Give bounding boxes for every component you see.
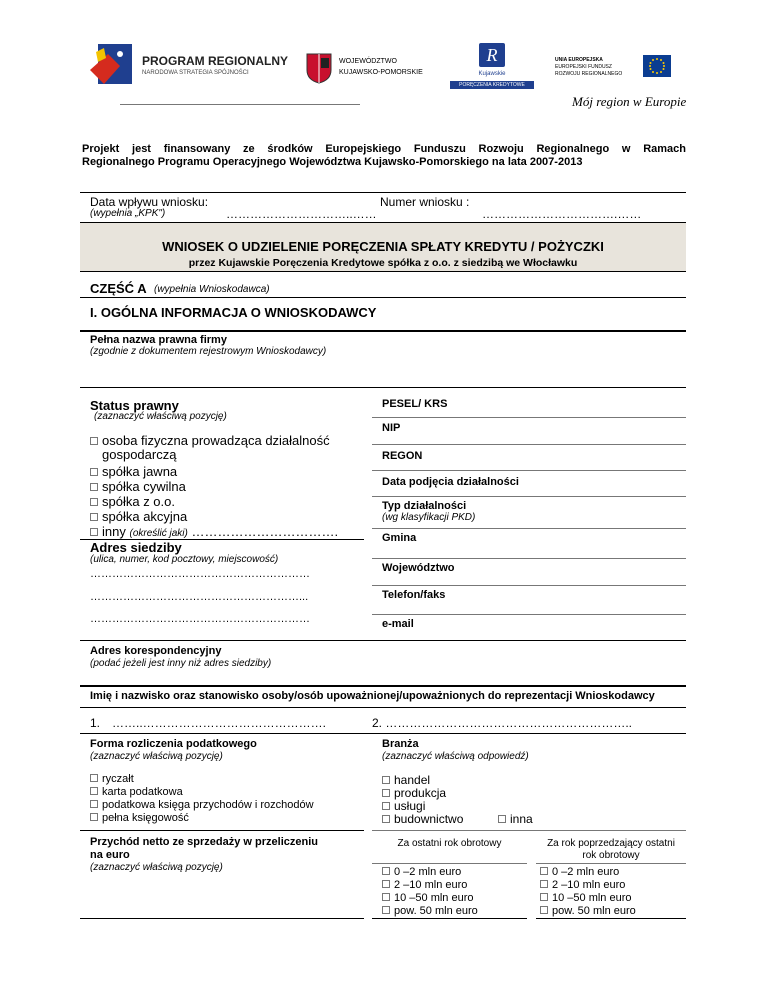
status-option-civil-partnership[interactable]: spółka cywilna bbox=[90, 479, 186, 494]
status-option-llc[interactable]: spółka z o.o. bbox=[90, 494, 175, 509]
tax-form-label: Forma rozliczenia podatkowego bbox=[90, 738, 257, 750]
eu-line1: UNIA EUROPEJSKA bbox=[555, 57, 603, 63]
pesel-krs-label: PESEL/ KRS bbox=[382, 398, 448, 410]
revenue-left-bottom-rule bbox=[80, 918, 364, 919]
checkbox[interactable] bbox=[540, 867, 548, 875]
application-number-field[interactable]: …………………………….…… bbox=[482, 207, 642, 221]
revenue-col2-bottom-rule bbox=[536, 918, 686, 919]
correspondence-label: Adres korespondencyjny bbox=[90, 645, 222, 657]
revenue-prev-year-10-50[interactable]: 10 –50 mln euro bbox=[540, 892, 632, 904]
regon-label: REGON bbox=[382, 450, 423, 462]
checkbox[interactable] bbox=[382, 802, 390, 810]
representatives-rule bbox=[80, 707, 686, 708]
wojewodztwo-rule bbox=[372, 585, 686, 586]
checkbox[interactable] bbox=[382, 815, 390, 823]
program-title: PROGRAM REGIONALNY bbox=[142, 54, 289, 68]
regon-rule bbox=[372, 470, 686, 471]
revenue-last-year-2-10[interactable]: 2 –10 mln euro bbox=[382, 879, 467, 891]
title-banner bbox=[80, 222, 686, 272]
logo-eu bbox=[555, 55, 680, 87]
revenue-last-year-over-50[interactable]: pow. 50 mln euro bbox=[382, 905, 478, 917]
checkbox[interactable] bbox=[90, 468, 98, 476]
form-subtitle: przez Kujawskie Poręczenia Kredytowe spółka z o.o. z siedzibą we Włocławku bbox=[188, 257, 578, 269]
address-line2-field[interactable]: …………………………………………………... bbox=[90, 591, 309, 603]
representative-1-number: 1. bbox=[90, 716, 101, 730]
checkbox[interactable] bbox=[382, 867, 390, 875]
email-label: e-mail bbox=[382, 618, 414, 630]
phone-fax-label: Telefon/faks bbox=[382, 589, 446, 601]
eu-line2: EUROPEJSKI FUNDUSZ bbox=[555, 64, 612, 70]
revenue-col1-header-rule bbox=[372, 863, 527, 864]
intake-top-rule bbox=[80, 192, 686, 193]
funding-note-line1: Projekt jest finansowany ze środków Europejskiego Funduszu Rozwoju Regionalnego w Ramach bbox=[82, 143, 686, 155]
status-option-other[interactable]: inny (określić jaki) ……………………………. bbox=[90, 524, 338, 539]
representative-2-field[interactable]: 2. …………………………………………………….. bbox=[372, 716, 633, 730]
tax-option-tax-card[interactable]: karta podatkowa bbox=[90, 786, 183, 798]
eu-line3: ROZWOJU REGIONALNEGO bbox=[555, 71, 623, 77]
slogan: Mój region w Europie bbox=[572, 94, 687, 109]
revenue-prev-year-over-50[interactable]: pow. 50 mln euro bbox=[540, 905, 636, 917]
address-label: Adres siedziby bbox=[90, 540, 182, 555]
company-name-label: Pełna nazwa prawna firmy bbox=[90, 334, 227, 346]
checkbox[interactable] bbox=[382, 776, 390, 784]
revenue-note: (zaznaczyć właściwą pozycję) bbox=[90, 862, 223, 873]
checkbox[interactable] bbox=[90, 800, 98, 808]
pesel-rule bbox=[372, 417, 686, 418]
checkbox[interactable] bbox=[90, 498, 98, 506]
tax-option-revenue-book[interactable]: podatkowa księga przychodów i rozchodów bbox=[90, 799, 314, 811]
nip-label: NIP bbox=[382, 422, 401, 434]
revenue-col2-header-rule bbox=[536, 863, 686, 864]
start-date-rule bbox=[372, 496, 686, 497]
part-a-rule bbox=[80, 297, 686, 298]
logo-wojewodztwo bbox=[305, 52, 445, 88]
part-a-label: CZĘŚĆ A bbox=[90, 281, 147, 296]
revenue-col2-header: Za rok poprzedzający ostatni rok obrotowy bbox=[547, 838, 675, 861]
revenue-prev-year-0-2[interactable]: 0 –2 mln euro bbox=[540, 866, 619, 878]
industry-option-construction[interactable]: budownictwo bbox=[382, 812, 463, 826]
kpk-logo-text: Kujawskie bbox=[478, 71, 506, 77]
correspondence-note: (podać jeżeli jest inny niż adres siedziby) bbox=[90, 658, 272, 669]
company-name-rule bbox=[80, 387, 686, 388]
checkbox[interactable] bbox=[90, 774, 98, 782]
activity-type-note: (wg klasyfikacji PKD) bbox=[382, 512, 476, 523]
program-subtitle: NARODOWA STRATEGIA SPÓJNOŚCI bbox=[142, 70, 249, 76]
other-status-field[interactable]: ……………………………. bbox=[191, 524, 339, 539]
voivodeship-line2: KUJAWSKO-POMORSKIE bbox=[339, 69, 423, 76]
checkbox[interactable] bbox=[90, 437, 98, 445]
status-option-joint-stock[interactable]: spółka akcyjna bbox=[90, 509, 187, 524]
wojewodztwo-label: Województwo bbox=[382, 562, 455, 574]
checkbox[interactable] bbox=[540, 893, 548, 901]
industry-note: (zaznaczyć właściwą odpowiedź) bbox=[382, 751, 529, 762]
checkbox[interactable] bbox=[90, 483, 98, 491]
voivodeship-shield-icon bbox=[305, 52, 333, 84]
representatives-bottom-rule bbox=[80, 733, 686, 734]
revenue-last-year-10-50[interactable]: 10 –50 mln euro bbox=[382, 892, 474, 904]
checkbox[interactable] bbox=[382, 789, 390, 797]
tax-form-note: (zaznaczyć właściwą pozycję) bbox=[90, 751, 223, 762]
checkbox[interactable] bbox=[90, 513, 98, 521]
address-line1-field[interactable]: …………………………………………………… bbox=[90, 568, 310, 580]
part-a-note: (wypełnia Wnioskodawca) bbox=[154, 284, 270, 295]
address-line3-field[interactable]: …………………………………………………… bbox=[90, 613, 310, 625]
status-option-general-partnership[interactable]: spółka jawna bbox=[90, 464, 177, 479]
revenue-last-year-0-2[interactable]: 0 –2 mln euro bbox=[382, 866, 461, 878]
phone-rule bbox=[372, 614, 686, 615]
tax-section-rule bbox=[80, 830, 364, 831]
checkbox[interactable] bbox=[382, 906, 390, 914]
revenue-label-line1: Przychód netto ze sprzedaży w przeliczeniu bbox=[90, 836, 318, 848]
revenue-prev-year-2-10[interactable]: 2 –10 mln euro bbox=[540, 879, 625, 891]
checkbox[interactable] bbox=[540, 906, 548, 914]
voivodeship-line1: WOJEWÓDZTWO bbox=[339, 58, 397, 65]
nip-rule bbox=[372, 444, 686, 445]
activity-type-label: Typ działalności bbox=[382, 500, 467, 512]
header-underline bbox=[120, 104, 360, 105]
industry-section-rule bbox=[372, 830, 686, 831]
tax-option-lump-sum[interactable]: ryczałt bbox=[90, 773, 134, 785]
checkbox[interactable] bbox=[90, 787, 98, 795]
status-option-sole-proprietor[interactable]: osoba fizyczna prowadząca działalność gospodarczą bbox=[90, 434, 330, 462]
industry-option-services[interactable]: usługi bbox=[382, 799, 425, 813]
legal-status-note: (zaznaczyć właściwą pozycję) bbox=[94, 411, 227, 422]
checkbox[interactable] bbox=[90, 528, 98, 536]
representative-1-field[interactable]: ……..………………………………………. bbox=[112, 716, 327, 730]
svg-text:R: R bbox=[486, 45, 498, 65]
correspondence-rule bbox=[80, 685, 686, 687]
industry-option-trade[interactable]: handel bbox=[382, 773, 430, 787]
date-received-field[interactable]: …………………………..…… bbox=[226, 207, 377, 221]
company-name-note: (zgodnie z dokumentem rejestrowym Wnioskodawcy) bbox=[90, 346, 327, 357]
revenue-col1-header: Za ostatni rok obrotowy bbox=[397, 838, 502, 849]
gmina-label: Gmina bbox=[382, 532, 417, 544]
section-title: I. OGÓLNA INFORMACJA O WNIOSKODAWCY bbox=[90, 305, 377, 320]
application-number-label: Numer wniosku : bbox=[380, 195, 470, 209]
program-regionalny-emblem-icon bbox=[90, 40, 136, 88]
revenue-label-line2: na euro bbox=[90, 849, 130, 861]
form-title: WNIOSEK O UDZIELENIE PORĘCZENIA SPŁATY KREDYTU / POŻYCZKI bbox=[162, 239, 604, 254]
checkbox[interactable] bbox=[382, 893, 390, 901]
tax-option-full-accounting[interactable]: pełna księgowość bbox=[90, 812, 189, 824]
section-rule bbox=[80, 330, 686, 332]
start-date-label: Data podjęcia działalności bbox=[382, 476, 519, 488]
legal-status-label: Status prawny bbox=[90, 398, 179, 413]
activity-rule bbox=[372, 528, 686, 529]
logo-program-regionalny bbox=[90, 40, 289, 90]
industry-label: Branża bbox=[382, 738, 419, 750]
checkbox[interactable] bbox=[540, 880, 548, 888]
representatives-label: Imię i nazwisko oraz stanowisko osoby/osób upoważnionej/upoważnionych do reprezentacji Wnioskodawcy bbox=[90, 690, 655, 702]
eu-flag-icon bbox=[643, 55, 671, 77]
industry-option-other[interactable]: inna bbox=[498, 812, 533, 826]
date-received-label: Data wpływu wniosku: bbox=[90, 195, 209, 209]
funding-note-line2: Regionalnego Programu Operacyjnego Województwa Kujawsko-Pomorskiego na lata 2007-2013 bbox=[82, 156, 583, 168]
address-section-rule bbox=[80, 640, 686, 641]
checkbox[interactable] bbox=[382, 880, 390, 888]
address-note: (ulica, numer, kod pocztowy, miejscowość) bbox=[90, 554, 279, 565]
date-received-note: (wypełnia „KPK") bbox=[90, 208, 166, 219]
logo-kpk bbox=[450, 42, 534, 92]
industry-option-production[interactable]: produkcja bbox=[382, 786, 446, 800]
checkbox[interactable] bbox=[90, 813, 98, 821]
kpk-emblem-icon bbox=[478, 42, 506, 68]
kpk-logo-sub: PORĘCZENIA KREDYTOWE bbox=[450, 81, 534, 89]
gmina-rule bbox=[372, 558, 686, 559]
checkbox[interactable] bbox=[498, 815, 506, 823]
revenue-col1-bottom-rule bbox=[372, 918, 527, 919]
